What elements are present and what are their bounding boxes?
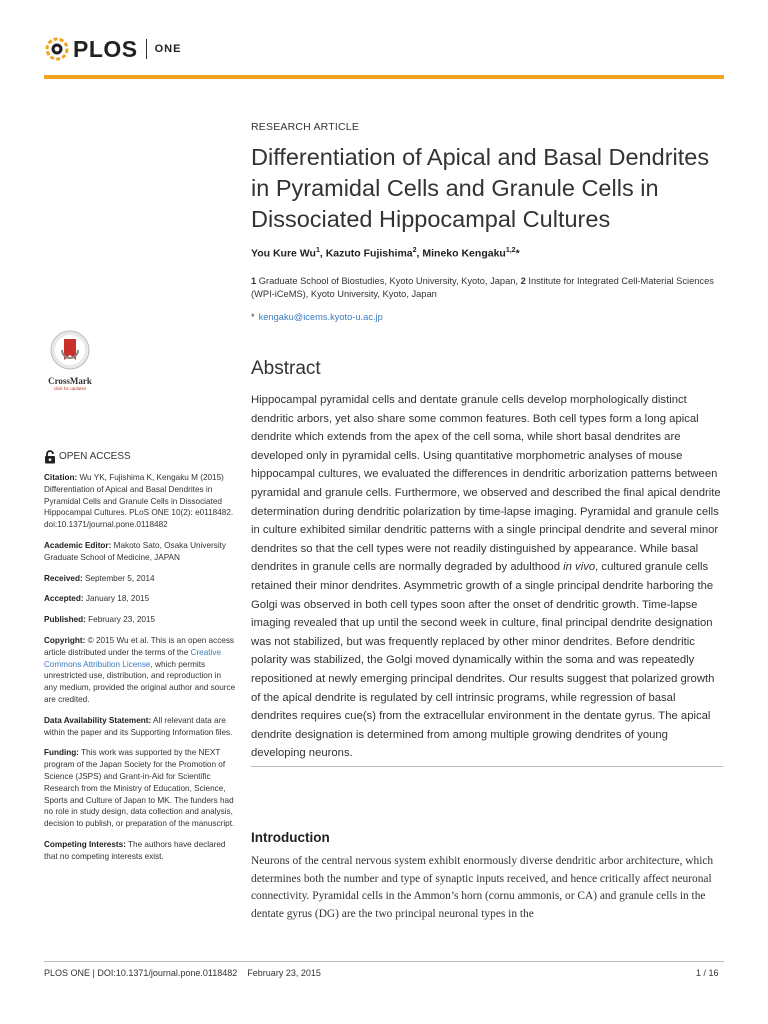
affiliations: [251, 275, 721, 301]
competing-interests-text: The authors have declared that no competing interests exist.: [44, 839, 226, 861]
page-number: 1 / 16: [696, 968, 719, 978]
open-access-label: OPEN ACCESS: [59, 451, 131, 463]
accepted-block: [44, 593, 236, 605]
competing-interests-block: [44, 839, 236, 863]
affiliation-number: 1: [251, 276, 257, 286]
author-affiliation-marker: 2: [412, 247, 417, 254]
plos-logo: [44, 34, 181, 64]
funding-block: [44, 747, 236, 830]
editor-label: Academic Editor:: [44, 540, 112, 550]
crossmark-button[interactable]: [44, 330, 96, 391]
funding-text: This work was supported by the NEXT program of the Japan Society for the Promotion of Science (JSPS) and Grant-in-Aid for Scientific Research from the Ministry of Education, Science, Sports and Culture of Japan to MK. The funders had no role in study design, data collection and analysis, decision to publish, or preparation of the manuscript.: [44, 748, 235, 829]
copyright-block: [44, 635, 236, 706]
introduction-body: Neurons of the central nervous system exhibit enormously diverse dendritic arbor architecture, which determines both the number and type of synaptic inputs received, and hence critically affect neuronal connectivity. Pyramidal cells in the Ammon’s horn (cornu ammonis, or CA) and granule cells in the dentate gyrus (DG) are the two principal neuronal types in the: [251, 855, 714, 920]
author-affiliation-marker: 1: [315, 247, 320, 254]
funding-label: Funding:: [44, 748, 80, 758]
competing-interests-label: Competing Interests:: [44, 839, 126, 849]
copyright-label: Copyright:: [44, 635, 86, 645]
license-link[interactable]: Creative Commons Attribution License: [44, 647, 222, 669]
abstract-text-part: , cultured granule cells retained their minor dendrites. Asymmetric growth of a single principal dendrite harboring the Golgi was observed in both cell types soon after the onset of dendritic growth. Time-lapse imaging revealed that up until the second week in culture, final principal dendrite designation was not stabilized, but was frequently replaced by other minor dendrites. Before dendritic polarity was stabilized, the Golgi moved dynamically within the soma and was repeatedly repositioned at newly emerging principal dendrites. Our results suggest that polarized growth of the apical dendrite is regulated by cell intrinsic programs, while regression of basal dendrites requires cue(s) from the extracellular environment in the dentate gyrus. The apical dendrite designation is determined from among multiple growing dendrites of young developing neurons.: [251, 561, 715, 760]
affiliation-number: 2: [520, 276, 526, 286]
crossmark-icon: [50, 330, 90, 370]
author-name: Kazuto Fujishima: [325, 247, 413, 260]
open-access-badge: [44, 450, 236, 464]
author-separator: ,: [319, 247, 326, 260]
introduction-heading: Introduction: [251, 830, 330, 845]
received-block: [44, 573, 236, 585]
received-label: Received:: [44, 573, 83, 583]
published-date: February 23, 2015: [85, 615, 156, 625]
abstract-italic-term: in vivo: [563, 561, 596, 574]
received-date: September 5, 2014: [82, 573, 155, 583]
published-label: Published:: [44, 615, 86, 625]
abstract-text-part: Hippocampal pyramidal cells and dentate granule cells develop morphologically distinct dendritic arbors, yet also share some common features. Both cell types form a long apical dendrite which extends from the apex of the cell soma, while short basal dendrites are developed only in pyramidal cells. Using quantitative morphometric analyses of mouse hippocampal cultures, we evaluated the differences in dendritic arborization patterns between pyramidal and granule cells. Furthermore, we observed and described the final apical dendrite determination during dendritic polarization by time-lapse imaging. Pyramidal and granule cells in culture exhibited similar dendritic patterns with a single principal dendrite and several minor dendrites so that the cell types were not readily distinguished by appearance. While basal dendrites in granule cells are normally degraded by adulthood: [251, 394, 721, 574]
abstract-body: [251, 391, 723, 763]
author-name: You Kure Wu: [251, 247, 316, 260]
footer-citation: PLOS ONE | DOI:10.1371/journal.pone.0118482 February 23, 2015: [44, 968, 321, 978]
author-affiliation-marker: 1,2: [505, 247, 516, 254]
author-name: Mineko Kengaku: [422, 247, 506, 260]
journal-name: ONE: [154, 43, 182, 55]
citation-text: Wu YK, Fujishima K, Kengaku M (2015) Differentiation of Apical and Basal Dendrites in Pyramidal Cells and Granule Cells in Dissociated Hippocampal Cultures. PLoS ONE 10(2): e0118482. doi:10.1371/journal.pone.0118482: [44, 473, 234, 530]
corresponding-email: [251, 312, 383, 322]
author-list: [251, 247, 520, 260]
footer-divider: [44, 961, 724, 962]
brand-name: PLOS: [73, 35, 138, 62]
copyright-text: © 2015 Wu et al. This is an open access article distributed under the terms of the: [44, 635, 235, 657]
copyright-text: , which permits unrestricted use, distribution, and reproduction in any medium, provided the original author and source are credited.: [44, 659, 236, 704]
article-info-sidebar: [44, 450, 236, 872]
article-type: RESEARCH ARTICLE: [251, 121, 360, 133]
crossmark-label: CrossMark: [48, 376, 92, 386]
accepted-label: Accepted:: [44, 594, 84, 604]
author-separator: ,: [416, 247, 423, 260]
data-availability-label: Data Availability Statement:: [44, 715, 152, 725]
affiliation-text: Graduate School of Biostudies, Kyoto University, Kyoto, Japan,: [258, 276, 521, 286]
corresponding-marker: *: [515, 247, 520, 260]
email-link[interactable]: kengaku@icems.kyoto-u.ac.jp: [258, 312, 383, 322]
citation-label: Citation:: [44, 473, 78, 482]
header-accent-rule: [44, 75, 724, 79]
crossmark-sublabel: click for updates: [53, 386, 87, 391]
open-lock-icon: [44, 450, 56, 464]
logo-divider: [146, 39, 147, 59]
affiliation-text: Institute for Integrated Cell-Material Sciences (WPI-iCeMS), Kyoto University, Kyoto, Japan: [251, 276, 714, 299]
data-availability-block: [44, 715, 236, 739]
editor-block: [44, 540, 236, 564]
article-title: Differentiation of Apical and Basal Dendrites in Pyramidal Cells and Granule Cells in Dissociated Hippocampal Cultures: [251, 144, 710, 232]
abstract-heading: Abstract: [251, 358, 321, 379]
citation-block: [44, 472, 236, 531]
email-marker: *: [251, 312, 255, 322]
plos-logo-icon: [44, 36, 70, 62]
data-availability-text: All relevant data are within the paper and its Supporting Information files.: [44, 715, 233, 737]
accepted-date: January 18, 2015: [83, 594, 150, 604]
editor-text: Makoto Sato, Osaka University Graduate School of Medicine, JAPAN: [44, 540, 227, 562]
abstract-divider: [251, 766, 723, 767]
published-block: [44, 614, 236, 626]
